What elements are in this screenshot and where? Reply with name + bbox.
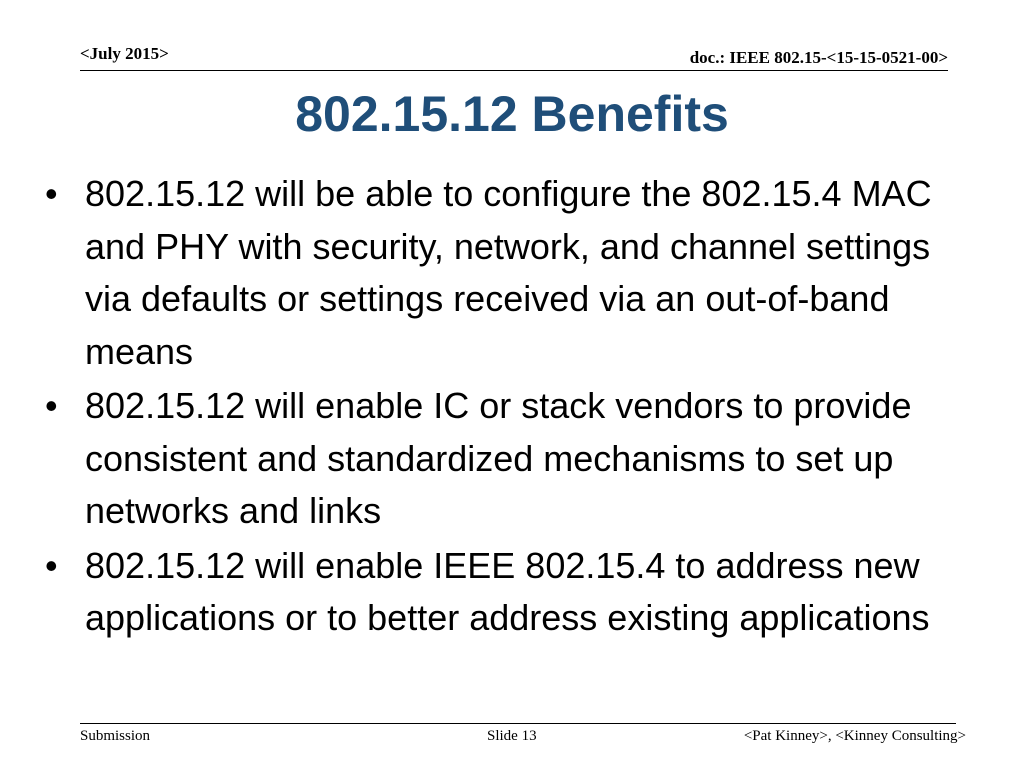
- header-divider: [80, 70, 948, 71]
- footer-divider: [80, 723, 956, 724]
- bullet-text: 802.15.12 will enable IEEE 802.15.4 to address new applications or to better address existing applications: [85, 544, 930, 638]
- footer-authors: <Pat Kinney>, <Kinney Consulting>: [743, 728, 966, 744]
- header-doc-id: doc.: IEEE 802.15-<15-15-0521-00>: [689, 48, 948, 67]
- slide-title: 802.15.12 Benefits: [295, 86, 729, 142]
- bullet-marker: •: [45, 385, 58, 426]
- bullet-text: 802.15.12 will be able to configure the 802.15.4 MAC and PHY with security, network, and channel settings via defaults or settings received via an out-of-band means: [85, 173, 932, 372]
- bullet-list: [45, 168, 965, 647]
- bullet-item-3: [45, 540, 965, 645]
- footer-submission: Submission: [80, 728, 151, 744]
- footer-slide-number: Slide 13: [487, 728, 537, 744]
- bullet-item-1: [45, 168, 965, 378]
- bullet-marker: •: [45, 173, 58, 214]
- bullet-marker: •: [45, 544, 58, 586]
- bullet-text: 802.15.12 will enable IC or stack vendors to provide consistent and standardized mechanisms to set up networks and links: [85, 385, 912, 531]
- header-date: <July 2015>: [80, 44, 169, 63]
- bullet-item-2: [45, 380, 965, 538]
